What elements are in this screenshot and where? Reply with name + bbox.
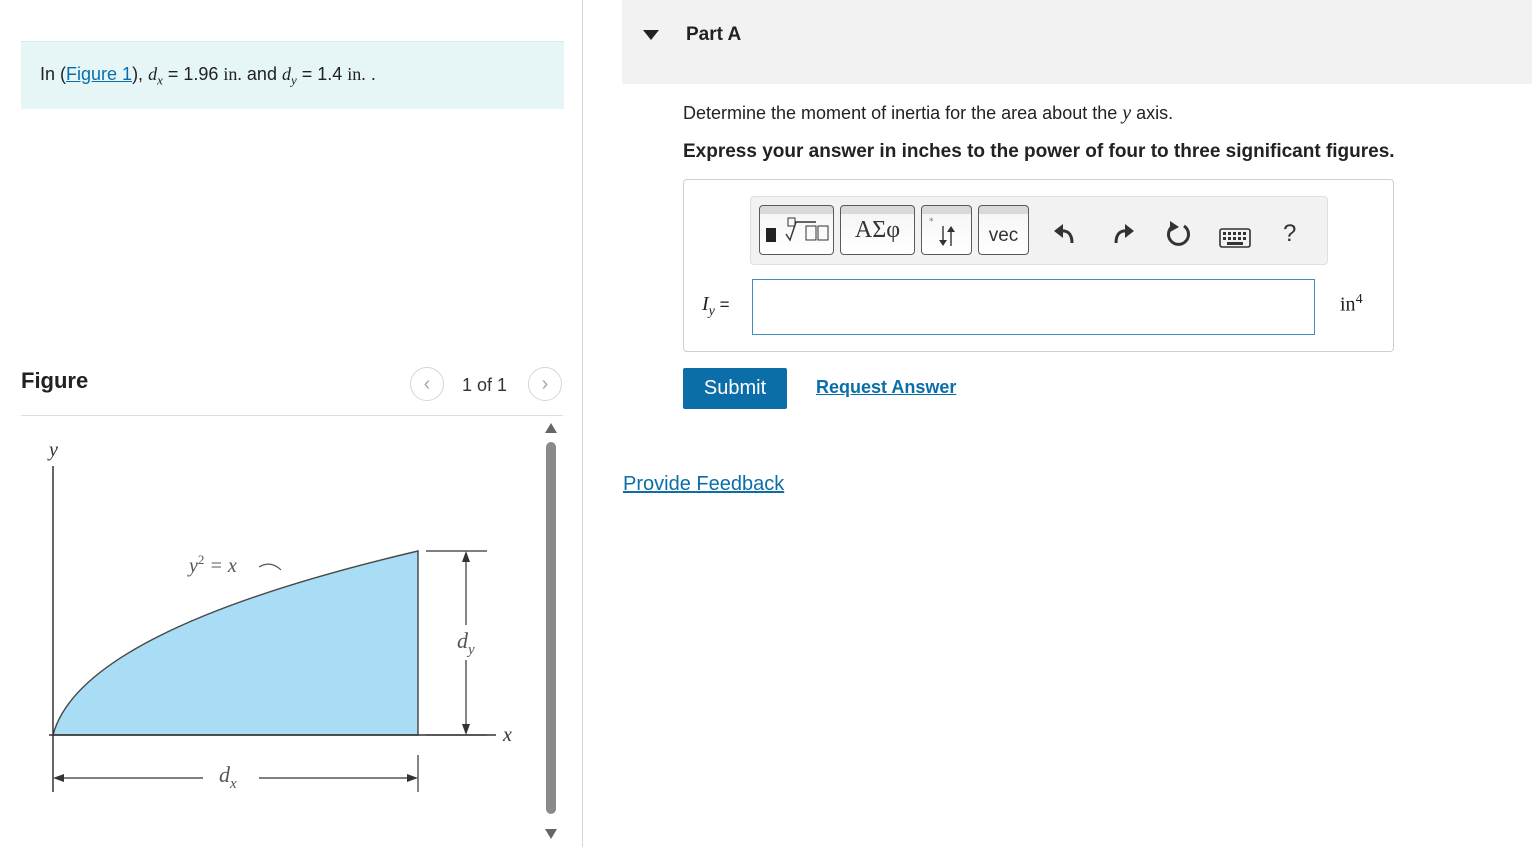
scroll-up-arrow[interactable] [545,423,557,433]
part-title: Part A [686,24,742,45]
figure-pager-label: 1 of 1 [462,375,508,395]
vec-label: vec [988,225,1019,246]
answer-unit-exp: 4 [1355,292,1363,307]
undo-icon[interactable] [1052,221,1078,247]
problem-trail: . [365,64,376,84]
dy-value: = 1.4 [296,64,348,84]
submit-button[interactable]: Submit [683,368,787,409]
answer-input[interactable] [752,279,1315,335]
y-axis-label: y [49,439,58,461]
provide-feedback-link[interactable]: Provide Feedback [623,473,785,495]
svg-text:*: * [928,217,933,227]
help-button[interactable]: ? [1283,220,1297,247]
caret-down-icon[interactable] [642,28,660,42]
answer-var-sub: y [708,304,715,319]
figure-scrollbar[interactable] [544,420,558,847]
dy-var: d [281,64,291,84]
dx-dim-sub: x [230,776,237,792]
answer-variable-label [702,293,730,320]
dy-dim-sub: y [468,642,475,658]
question-var: y [1122,102,1132,124]
problem-text [40,64,376,89]
problem-and: and [241,64,282,84]
dx-symbol [148,64,163,88]
dy-sub: y [290,72,297,88]
figure-title: Figure [21,368,89,393]
reset-icon[interactable] [1164,220,1194,250]
figure-divider [21,415,563,416]
next-figure-button[interactable] [528,367,562,401]
part-header[interactable] [622,0,1532,84]
question-pre: Determine the moment of inertia for the area about the [683,103,1123,123]
answer-unit [1340,292,1363,317]
answer-unit-base: in [1340,293,1356,316]
curve-label-y: y [189,555,198,577]
problem-middle: ), [132,64,149,84]
curve-label [187,552,237,577]
dy-symbol [281,64,297,88]
shaded-area [53,551,418,735]
dx-arrow-left [53,774,64,782]
arrows-button[interactable] [921,205,972,255]
scroll-down-arrow[interactable] [545,829,557,839]
dx-value: = 1.96 [162,64,224,84]
templates-button[interactable] [759,205,834,255]
dy-dim-var: d [457,628,468,653]
scroll-thumb[interactable] [546,442,556,814]
question-text [683,102,1173,125]
dx-sub: x [157,72,163,88]
pane-divider [582,0,583,847]
problem-prefix: In ( [40,64,67,84]
dy-dim-label [457,628,475,658]
prev-figure-button[interactable] [410,367,444,401]
answer-var: I [702,293,709,315]
chevron-left-icon: ‹ [423,372,431,395]
x-axis-label: x [503,724,512,746]
templates-icon [764,216,830,244]
dy-unit: in. [347,64,366,84]
dx-unit: in. [223,64,242,84]
answer-instruction: Express your answer in inches to the power of four to three significant figures. [683,141,1395,162]
dy-arrow-up [462,551,470,562]
figure-link[interactable]: Figure 1 [66,64,133,84]
curve-label-exp: 2 [197,552,205,567]
dx-arrow-right [407,774,418,782]
dx-dim-var: d [219,762,230,787]
redo-icon[interactable] [1110,221,1136,247]
greek-label: ΑΣφ [854,216,901,243]
updown-arrows-icon [927,212,967,248]
question-post: axis. [1131,103,1174,123]
dy-arrow-down [462,724,470,735]
answer-equals: = [714,295,730,314]
vector-button[interactable] [978,205,1029,255]
request-answer-link[interactable]: Request Answer [816,377,957,397]
figure-diagram [21,420,541,847]
greek-symbols-button[interactable] [840,205,915,255]
keyboard-icon[interactable] [1219,228,1251,248]
problem-statement [21,41,564,109]
curve-label-rest: = x [204,555,237,577]
curve-leader [259,564,281,570]
dx-var: d [148,64,158,84]
chevron-right-icon: › [541,372,549,395]
dx-dim-label [219,762,237,792]
